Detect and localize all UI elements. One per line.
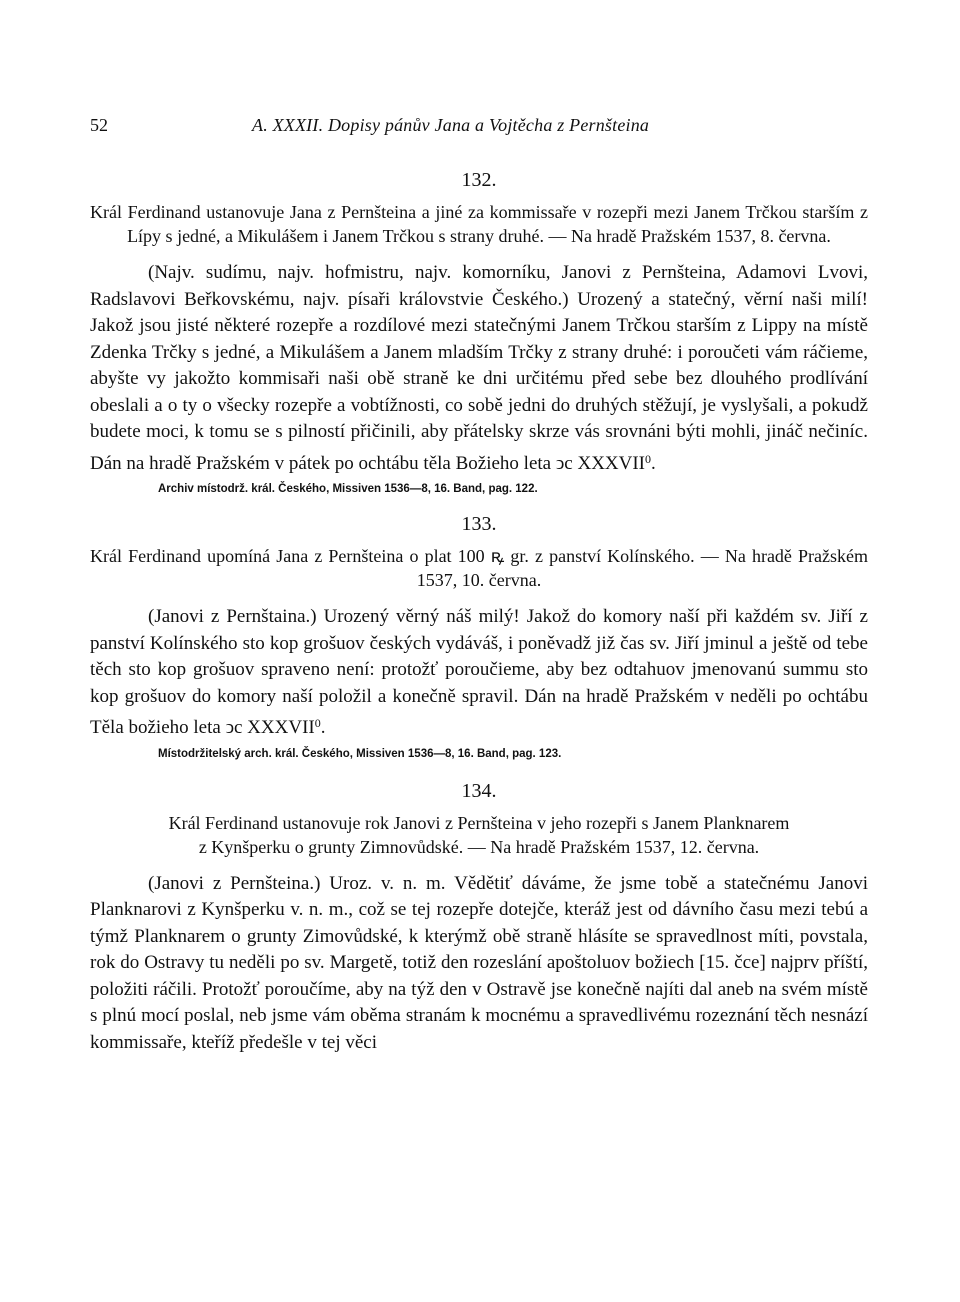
document-regest-line: Král Ferdinand ustanovuje rok Janovi z Pernšteina v jeho rozepři s Janem Planknarem	[168, 812, 790, 833]
archival-source: Místodržitelský arch. král. Českého, Missiven 1536—8, 16. Band, pag. 123.	[158, 747, 562, 760]
document-regest-line: z Kynšperku o grunty Zimnovůdské. — Na hradě Pražském 1537, 12. června.	[198, 836, 760, 857]
document-text-body: (Janovi z Pernštaina.) Urozený věrný náš milý! Jakož do komory naší při každém sv. Jiří z panství Kolínského sto kop grošuov českých vydáváš, i poněvadž již čas sv. Jiří jminul a ještě od tebe těch sto kop grošuov spraveno není: protožť poroučieme, aby bez odtahuov jmenovanú summu sto kop grošuov do komory naší položil a konečně spravil. Dán na hradě Pražském v neděli po ochtábu Těla božieho leta ͻc XXXVII	[90, 606, 868, 738]
page-number: 52	[90, 115, 108, 135]
document-text-end: .	[651, 452, 656, 474]
document-regest	[90, 811, 868, 859]
document-entry	[90, 169, 868, 495]
document-text-body: (Najv. sudímu, najv. hofmistru, najv. komorníku, Janovi z Pernšteina, Adamovi Lvovi, Radslavovi Beřkovskému, najv. písaři královstvie Českého.) Urozený a statečný, věrní naši milí! Jakož jsou jisté některé rozepře a rozdílové mezi statečnými Janem Trčkou starším z Lippy na místě Zdenka Trčky s jedné, a Mikulášem a Janem mladším Trčky z strany druhé: i poroučeti vám ráčieme, abyšte vy jakožto kommisaři naši obě straně ke dni určitému před sebe bez dlouhého prodlívání obeslali a o ty o všecky rozepře a vobtížnosti, co sobě jedni do druhých stěžují, je vyslyšali, a pokudž budete moci, k tomu se s pilností přičinili, aby přátelsky skrze vás srovnáni býti mohli, jináč nečiníc. Dán na hradě Pražském v pátek po ochtábu těla Božieho leta ͻc XXXVII	[90, 262, 868, 474]
page-header	[90, 115, 868, 143]
document-number: 133.	[461, 513, 497, 535]
document-text-superscript: 0	[314, 716, 321, 730]
document-text-end: .	[320, 717, 326, 738]
document-text-superscript: 0	[645, 451, 652, 466]
book-page	[90, 115, 868, 1056]
document-text: (Janovi z Pernšteina.) Uroz. v. n. m. Vědětiť dáváme, že jsme tobě a statečnému Janovi Planknarovi z Kynšperku v. n. m., což se tej rozepře dotejče, kteráž jest od dávního času mezi tebú a týmž Planknarem o grunty Zimovůdské, k kterýmž obě straně hlásíte se spravedlnost míti, povstala, rok do Ostravy tu neděli po sv. Margetě, totiž den rozeslání apoštoluov božiech [15. čce] najprv příští, položiti ráčili. Protožť poroučíme, aby na týž den v Ostravě jse konečně najíti dal aneb na svém místě s plnú mocí poslal, neb jsme vám oběma stranám k mocnému a spravedlivému rozeznání těch nesnází kommissaře, kteříž předešle v tej věci	[90, 872, 868, 1053]
document-text	[90, 260, 868, 477]
running-head: A. XXXII. Dopisy pánův Jana a Vojtěcha z Pernšteina	[252, 115, 650, 135]
document-regest: Král Ferdinand ustanovuje Jana z Pernšteina a jiné za kommissaře v rozepři mezi Janem Trčkou starším z Lípy s jedné, a Mikulášem i Janem Trčkou s strany druhé. — Na hradě Pražském 1537, 8. června.	[90, 202, 868, 246]
document-number: 132.	[461, 169, 497, 191]
document-text	[90, 604, 868, 742]
document-number: 134.	[461, 779, 497, 802]
document-entry	[90, 780, 868, 1057]
document-regest: Král Ferdinand upomíná Jana z Pernšteina o plat 100 ꝶ gr. z panství Kolínského. — Na hradě Pražském 1537, 10. června.	[90, 546, 868, 590]
document-entry	[90, 513, 868, 760]
archival-source: Archiv místodrž. král. Českého, Missiven 1536—8, 16. Band, pag. 122.	[158, 483, 538, 495]
